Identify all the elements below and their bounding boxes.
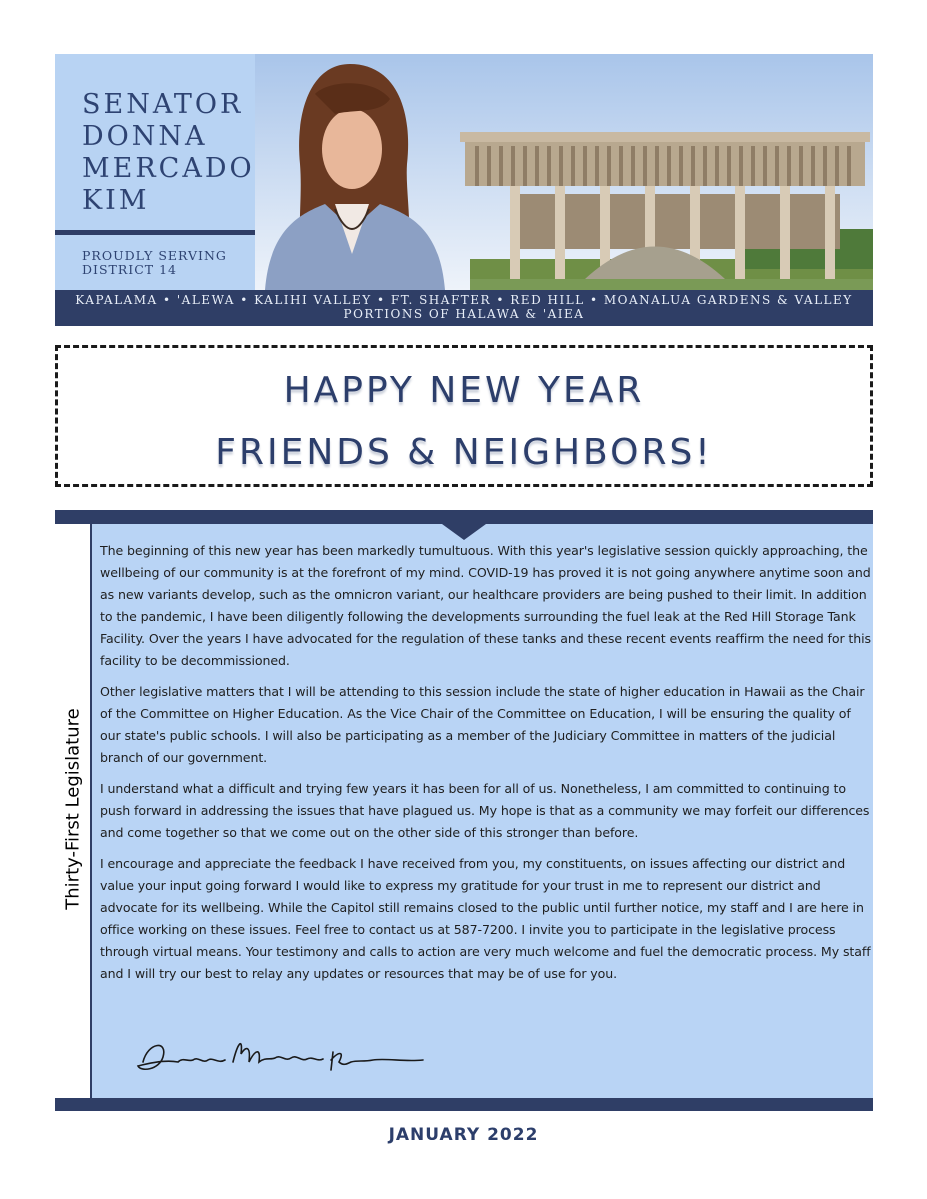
senator-first-name: DONNA xyxy=(82,121,208,152)
senator-middle-name: MERCADO xyxy=(82,153,255,184)
district-neighborhoods-bar xyxy=(55,290,873,326)
greeting-line-2: FRIENDS & NEIGHBORS! xyxy=(215,432,713,473)
issue-date: JANUARY 2022 xyxy=(388,1125,539,1145)
letter-paragraph-2: Other legislative matters that I will be attending to this session include the state of higher education in Hawaii as the Chair of the Committee on Higher Education. As the Vice Chair of the Committee on Education, I will be ensuring the quality of our state's public schools. I will also be participating as a member of the Judiciary Committee in matters of the judicial branch of our government. xyxy=(100,684,865,765)
greeting-banner xyxy=(55,345,873,487)
senator-title: SENATOR xyxy=(82,89,244,120)
capitol-building-illustration xyxy=(255,54,873,290)
letter-top-band xyxy=(55,510,873,524)
signature xyxy=(133,1032,433,1087)
greeting-line-1: HAPPY NEW YEAR xyxy=(283,370,645,411)
letter-body xyxy=(100,540,872,994)
district-number: DISTRICT 14 xyxy=(82,262,177,277)
letter-paragraph-1: The beginning of this new year has been markedly tumultuous. With this year's legislative session quickly approaching, the wellbeing of our community is at the forefront of my mind. COVID-19 has proved it is not going anywhere anytime soon and as new variants develop, such as the omnicron variant, our healthcare providers are being pushed to their limit. In addition to the pandemic, I have been diligently following the developments surrounding the fuel leak at the Red Hill Storage Tank Facility. Over the years I have advocated for the regulation of these tanks and these recent events reaffirm the need for this facility to be decommissioned. xyxy=(100,543,872,668)
serving-label: PROUDLY SERVING xyxy=(82,248,227,263)
legislature-label: Thirty-First Legislature xyxy=(62,708,84,910)
letter-bottom-band xyxy=(55,1098,873,1111)
newsletter-letter-panel xyxy=(55,510,873,1111)
legislature-sidebar xyxy=(55,524,92,1098)
letter-notch-decoration xyxy=(442,524,486,540)
masthead xyxy=(55,54,873,326)
handwritten-signature xyxy=(133,1032,433,1082)
district-neighborhoods-line1: KAPALAMA • 'ALEWA • KALIHI VALLEY • FT. SHAFTER • RED HILL • MOANALUA GARDENS & VALLEY xyxy=(75,293,853,307)
letter-paragraph-4: I encourage and appreciate the feedback I have received from you, my constituents, on issues affecting our district and value your input going forward I would like to express my gratitude for your trust in me to represent our district and advocate for its wellbeing. While the Capitol still remains closed to the public until further notice, my staff and I are here in office working on these issues. Feel free to contact us at 587-7200. I invite you to participate in the legislative process through virtual means. Your testimony and calls to action are very much welcome and fuel the democratic process. My staff and I will try our best to relay any updates or resources that may be of use for you. xyxy=(100,856,871,981)
letter-paragraph-3: I understand what a difficult and trying few years it has been for all of us. Nonetheless, I am committed to continuing to push forward in addressing the issues that have plagued us. My hope is that as a community we may forfeit our differences and come together so that we come out on the other side of this stronger than before. xyxy=(100,781,870,840)
senator-last-name: KIM xyxy=(82,185,150,216)
header-photo xyxy=(255,54,873,290)
title-divider xyxy=(55,230,255,235)
district-neighborhoods-line2: PORTIONS OF HALAWA & 'AIEA xyxy=(343,307,585,321)
